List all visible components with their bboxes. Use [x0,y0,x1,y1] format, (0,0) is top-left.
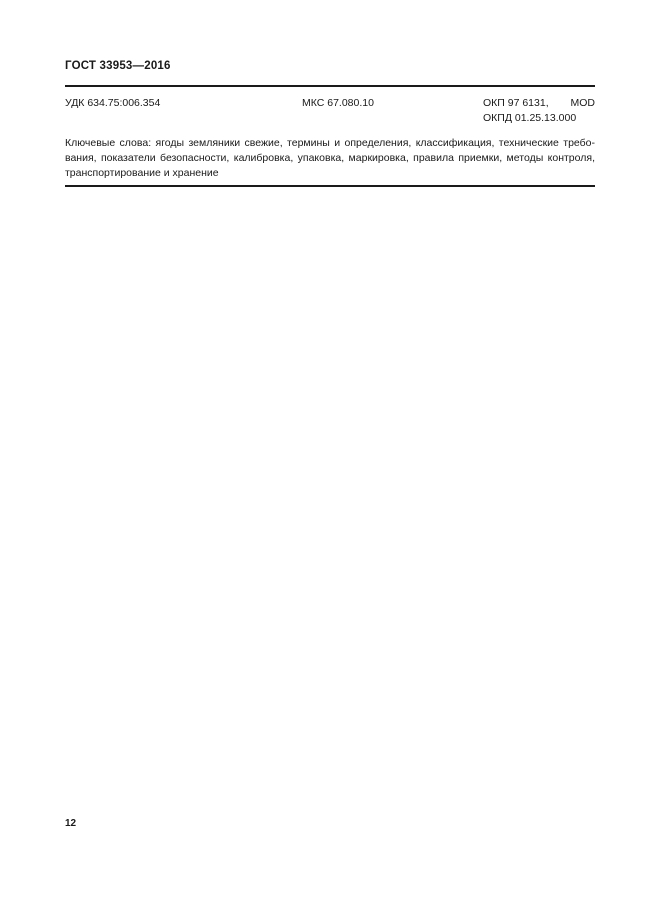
standard-number-header: ГОСТ 33953—2016 [65,60,171,72]
mks-code: МКС 67.080.10 [302,97,374,109]
bottom-horizontal-rule [65,185,595,187]
okpd-code: ОКПД 01.25.13.000 [483,112,577,124]
page-number: 12 [65,818,77,829]
udk-code: УДК 634.75:006.354 [65,97,161,109]
okp-code: ОКП 97 6131, [483,97,549,109]
keywords-line-2: вания, показатели безопасности, калибровка, упаковка, маркировка, правила приемки, методы контроля, [65,152,595,164]
keywords-line-3: транспортирование и хранение [65,167,219,179]
top-horizontal-rule [65,85,595,87]
keywords-paragraph [65,136,595,181]
okp-block [483,96,595,126]
keywords-line-1: Ключевые слова: ягоды земляники свежие, термины и определения, классификация, технические требо- [65,137,595,149]
mod-label: MOD [570,97,595,109]
okp-line [483,96,595,111]
